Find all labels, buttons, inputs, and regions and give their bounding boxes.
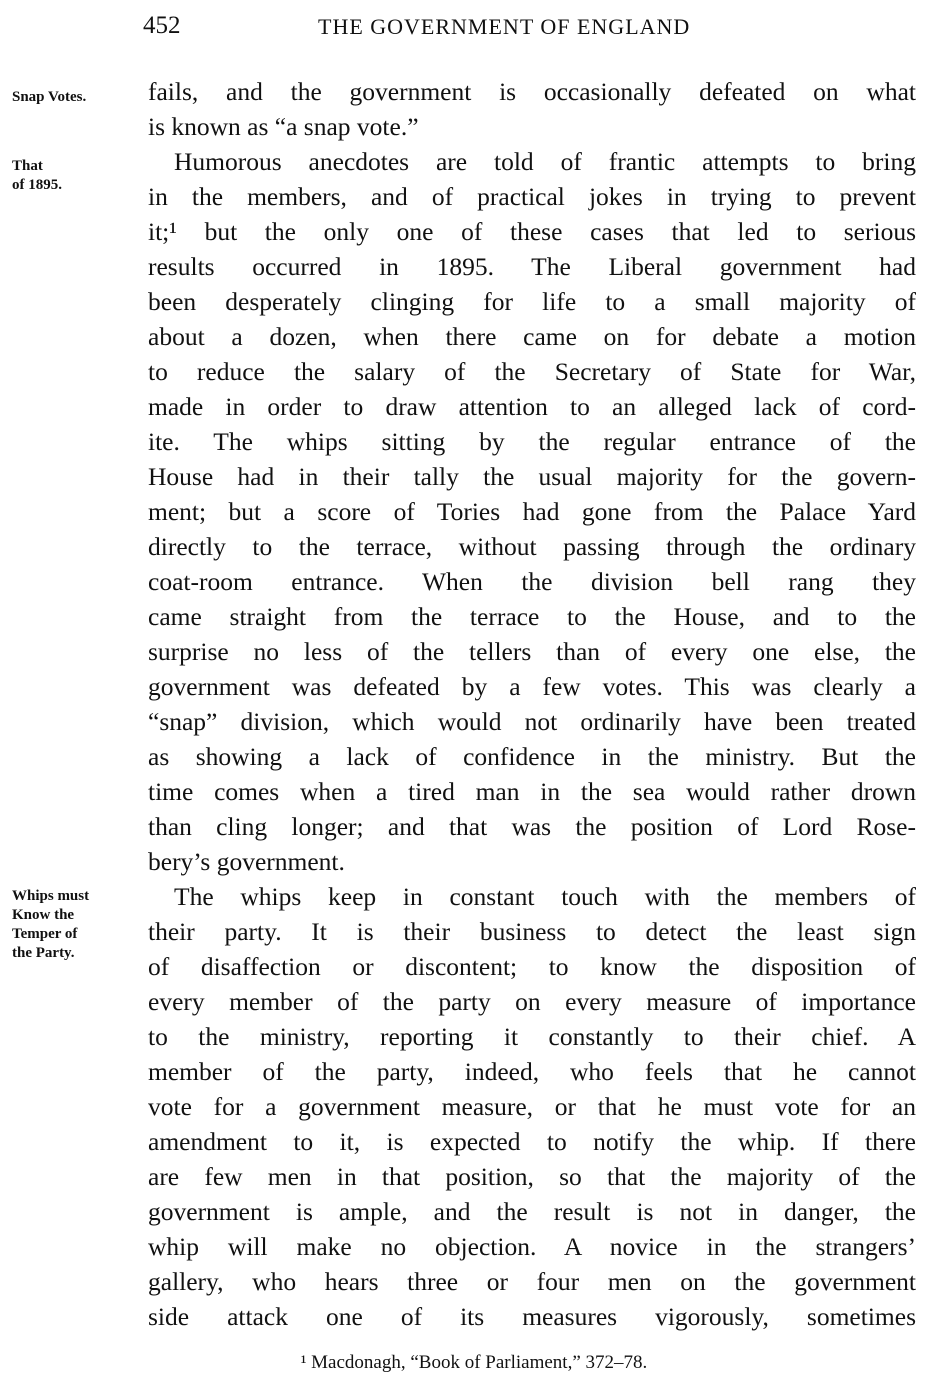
text-line: coat-room entrance. When the division bell rang they — [148, 567, 916, 596]
text-line: to reduce the salary of the Secretary of State for War, — [148, 357, 916, 386]
text-line: are few men in that position, so that the majority of the — [148, 1162, 916, 1191]
text-line: results occurred in 1895. The Liberal government had — [148, 252, 916, 281]
text-line: gallery, who hears three or four men on the government — [148, 1267, 916, 1296]
text-line: The whips keep in constant touch with the members of — [174, 882, 916, 911]
text-line: ment; but a score of Tories had gone from the Palace Yard — [148, 497, 916, 526]
side-note-line: Whips must — [12, 888, 90, 904]
text-line: every member of the party on every measure of importance — [148, 987, 916, 1016]
text-line: government was defeated by a few votes. This was clearly a — [148, 672, 916, 701]
page-header — [0, 12, 948, 42]
side-note-line: Temper of — [12, 926, 78, 942]
text-line: side attack one of its measures vigorously, sometimes — [148, 1302, 916, 1331]
text-line: surprise no less of the tellers than of every one else, the — [148, 637, 916, 666]
side-note-snap-votes — [12, 88, 137, 107]
text-line: to the ministry, reporting it constantly to their chief. A — [148, 1022, 916, 1051]
text-line: about a dozen, when there came on for debate a motion — [148, 322, 916, 351]
text-line: time comes when a tired man in the sea would rather drown — [148, 777, 916, 806]
text-line: whip will make no objection. A novice in the strangers’ — [148, 1232, 916, 1261]
text-line: is known as “a snap vote.” — [148, 112, 419, 141]
page-number: 452 — [143, 12, 181, 39]
text-line: than cling longer; and that was the position of Lord Rose- — [148, 812, 916, 841]
running-title: THE GOVERNMENT OF ENGLAND — [318, 14, 691, 39]
text-line: government is ample, and the result is not in danger, the — [148, 1197, 916, 1226]
text-line: bery’s government. — [148, 847, 345, 876]
text-line: came straight from the terrace to the House, and to the — [148, 602, 916, 631]
text-line: been desperately clinging for life to a small majority of — [148, 287, 916, 316]
text-line: of disaffection or discontent; to know the disposition of — [148, 952, 916, 981]
footnote: ¹ Macdonagh, “Book of Parliament,” 372–78. — [300, 1352, 648, 1373]
side-note-line: Snap Votes. — [12, 89, 87, 105]
side-note-line: of 1895. — [12, 177, 62, 193]
side-note-that-1895 — [12, 157, 137, 195]
text-line: in the members, and of practical jokes in trying to prevent — [148, 182, 916, 211]
text-line: directly to the terrace, without passing through the ordinary — [148, 532, 916, 561]
text-line: their party. It is their business to detect the least sign — [148, 917, 916, 946]
side-note-line: Know the — [12, 907, 75, 923]
text-line: “snap” division, which would not ordinarily have been treated — [148, 707, 916, 736]
text-line: fails, and the government is occasionally defeated on what — [148, 77, 916, 106]
side-note-whips-must — [12, 887, 137, 963]
text-line: vote for a government measure, or that he must vote for an — [148, 1092, 916, 1121]
text-line: Humorous anecdotes are told of frantic attempts to bring — [174, 147, 916, 176]
text-line: House had in their tally the usual majority for the govern- — [148, 462, 916, 491]
side-note-line: That — [12, 158, 43, 174]
text-line: ite. The whips sitting by the regular entrance of the — [148, 427, 916, 456]
text-line: amendment to it, is expected to notify the whip. If there — [148, 1127, 916, 1156]
text-line: as showing a lack of confidence in the ministry. But the — [148, 742, 916, 771]
text-line: it;¹ but the only one of these cases that led to serious — [148, 217, 916, 246]
side-note-line: the Party. — [12, 945, 75, 961]
text-line: made in order to draw attention to an alleged lack of cord- — [148, 392, 916, 421]
text-line: member of the party, indeed, who feels that he cannot — [148, 1057, 916, 1086]
